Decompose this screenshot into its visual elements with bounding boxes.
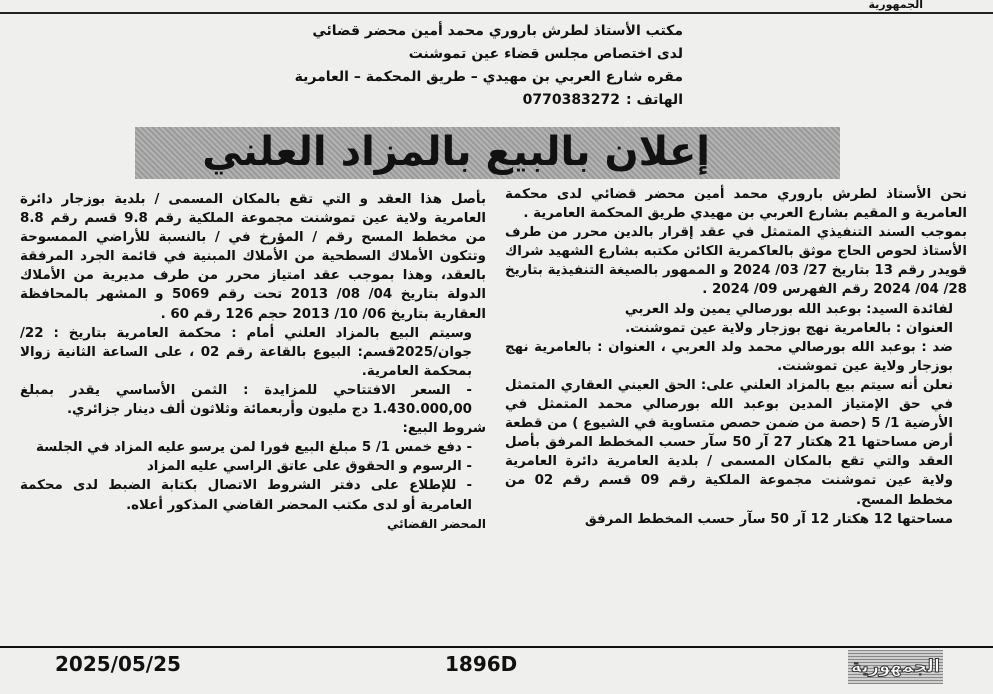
signature: المحضر القضائي xyxy=(386,516,486,531)
condition-item: - الرسوم و الحقوق على عاتق الراسي عليه المزاد xyxy=(146,459,472,475)
property-paragraph: نعلن أنه سيتم بيع بالمزاد العلني على: الحق العيني العقاري المتمثل في حق الإمتياز المدين بوعبد الله بورصالي محمد المتمثل في الأرضية 1/ 5 (حصة من ضمن حصص متساوية في الشيوع ) من قطعة أرض مساحتها 21 هكتار 27 آر 50 سآر حسب المخطط المرفق بأصل العقد والتي تقع بالمكان المسمى / بلدية العامرية دائرة العامرية ولاية عين تموشنت مجموعة الملكية رقم 09 قسم رقم 02 من مخطط المسح. xyxy=(505,377,953,508)
left-column xyxy=(20,190,486,534)
header-address-line: مقره شارع العربي بن مهيدي – طريق المحكمة – العامرية xyxy=(294,69,683,85)
intro-paragraph: نحن الأستاذ لطرش باروري محمد أمين محضر قضائي لدى محكمة العامرية و المقيم بشارع العربي بن مهيدي طريق المحكمة العامرية . xyxy=(505,187,967,222)
header-office-line: مكتب الأستاذ لطرش باروري محمد أمين محضر قضائي xyxy=(312,23,683,39)
debtor-paragraph: ضد : بوعبد الله بورصالي محمد ولد العربي ، العنوان : بالعامرية نهج بوزجار ولاية عين تموشنت. xyxy=(505,339,953,374)
condition-item: - للإطلاع على دفتر الشروط الاتصال بكتابة الضبط لدى محكمة العامرية أو لدى مكتب المحضر القاضي المذكور أعلاه. xyxy=(20,478,472,513)
right-column xyxy=(505,185,967,529)
auction-date-paragraph: وسيتم البيع بالمزاد العلني أمام : محكمة العامرية بتاريخ : 22/جوان/2025قسم: البيوع بالقاعة رقم 02 ، على الساعة الثانية زوالا بمحكمة العامرية. xyxy=(20,325,472,379)
banner-title: إعلان بالبيع بالمزاد العلني xyxy=(202,129,710,175)
newspaper-logo: الجمهورية xyxy=(848,650,943,684)
opening-price-paragraph: - السعر الافتتاحي للمزايدة : الثمن الأساسي يقدر بمبلغ 1.430.000,00 دج مليون وأربعمائة وثلاثون ألف دينار جزائري. xyxy=(20,382,472,418)
auction-banner xyxy=(135,127,840,179)
beneficiary-line: لفائدة السيد: بوعبد الله بورصالي يمين ولد العربي xyxy=(624,301,953,317)
area-line: مساحتها 12 هكتار 12 آر 50 سآر حسب المخطط المرفق xyxy=(584,511,953,527)
top-strip xyxy=(0,0,993,14)
bailiff-office-header xyxy=(294,20,683,112)
masthead-fragment: الجمهورية xyxy=(868,0,923,11)
page-footer xyxy=(0,646,993,694)
phone-number: 0770383272 xyxy=(522,92,621,108)
header-jurisdiction-line: لدى اختصاص مجلس قضاء عين تموشنت xyxy=(408,46,683,62)
header-phone-line xyxy=(323,89,683,112)
publication-date: 2025/05/25 xyxy=(55,652,181,676)
conditions-title: شروط البيع: xyxy=(402,421,486,437)
condition-item: - دفع خمس 1/ 5 مبلغ البيع فورا لمن يرسو عليه المزاد في الجلسة xyxy=(36,440,472,456)
beneficiary-address: العنوان : بالعامرية نهج بوزجار ولاية عين تموشنت. xyxy=(625,320,953,336)
ad-code: 1896D xyxy=(445,652,518,676)
property-continued-paragraph: بأصل هذا العقد و التي تقع بالمكان المسمى / بلدية بوزجار دائرة العامرية ولاية عين تموشنت مجموعة الملكية رقم 9.8 قسم رقم 8.8 من مخطط المسح رقم / المؤرخ في / بالنسبة للأراضي الممسوحة وتتكون الأملاك السطحية من الأملاك المبنية في قائمة الجرد المرفقة بالعقد، وهذا بموجب عقد امتياز محرر من طرف مديرية من الأملاك الدولة بتاريخ 04/ 08/ 2013 تحت رقم 5069 و المشهر بالمحافظة العقارية بتاريخ 06/ 10/ 2013 حجم 126 رقم 60 . xyxy=(20,192,487,322)
enforcement-paragraph: بموجب السند التنفيذي المتمثل في عقد إقرار بالدين محرر من طرف الأستاذ لحوص الحاج موثق بالعاكمرية الكائن مكتبه بشارع الشهيد شراك قويدر رقم 13 بتاريخ 27/ 03/ 2024 و الممهور بالصيغة التنفيذية بتاريخ 28/ 04/ 2024 رقم الفهرس 09/ 2024 . xyxy=(505,225,968,298)
phone-label: الهاتف : xyxy=(626,92,683,108)
